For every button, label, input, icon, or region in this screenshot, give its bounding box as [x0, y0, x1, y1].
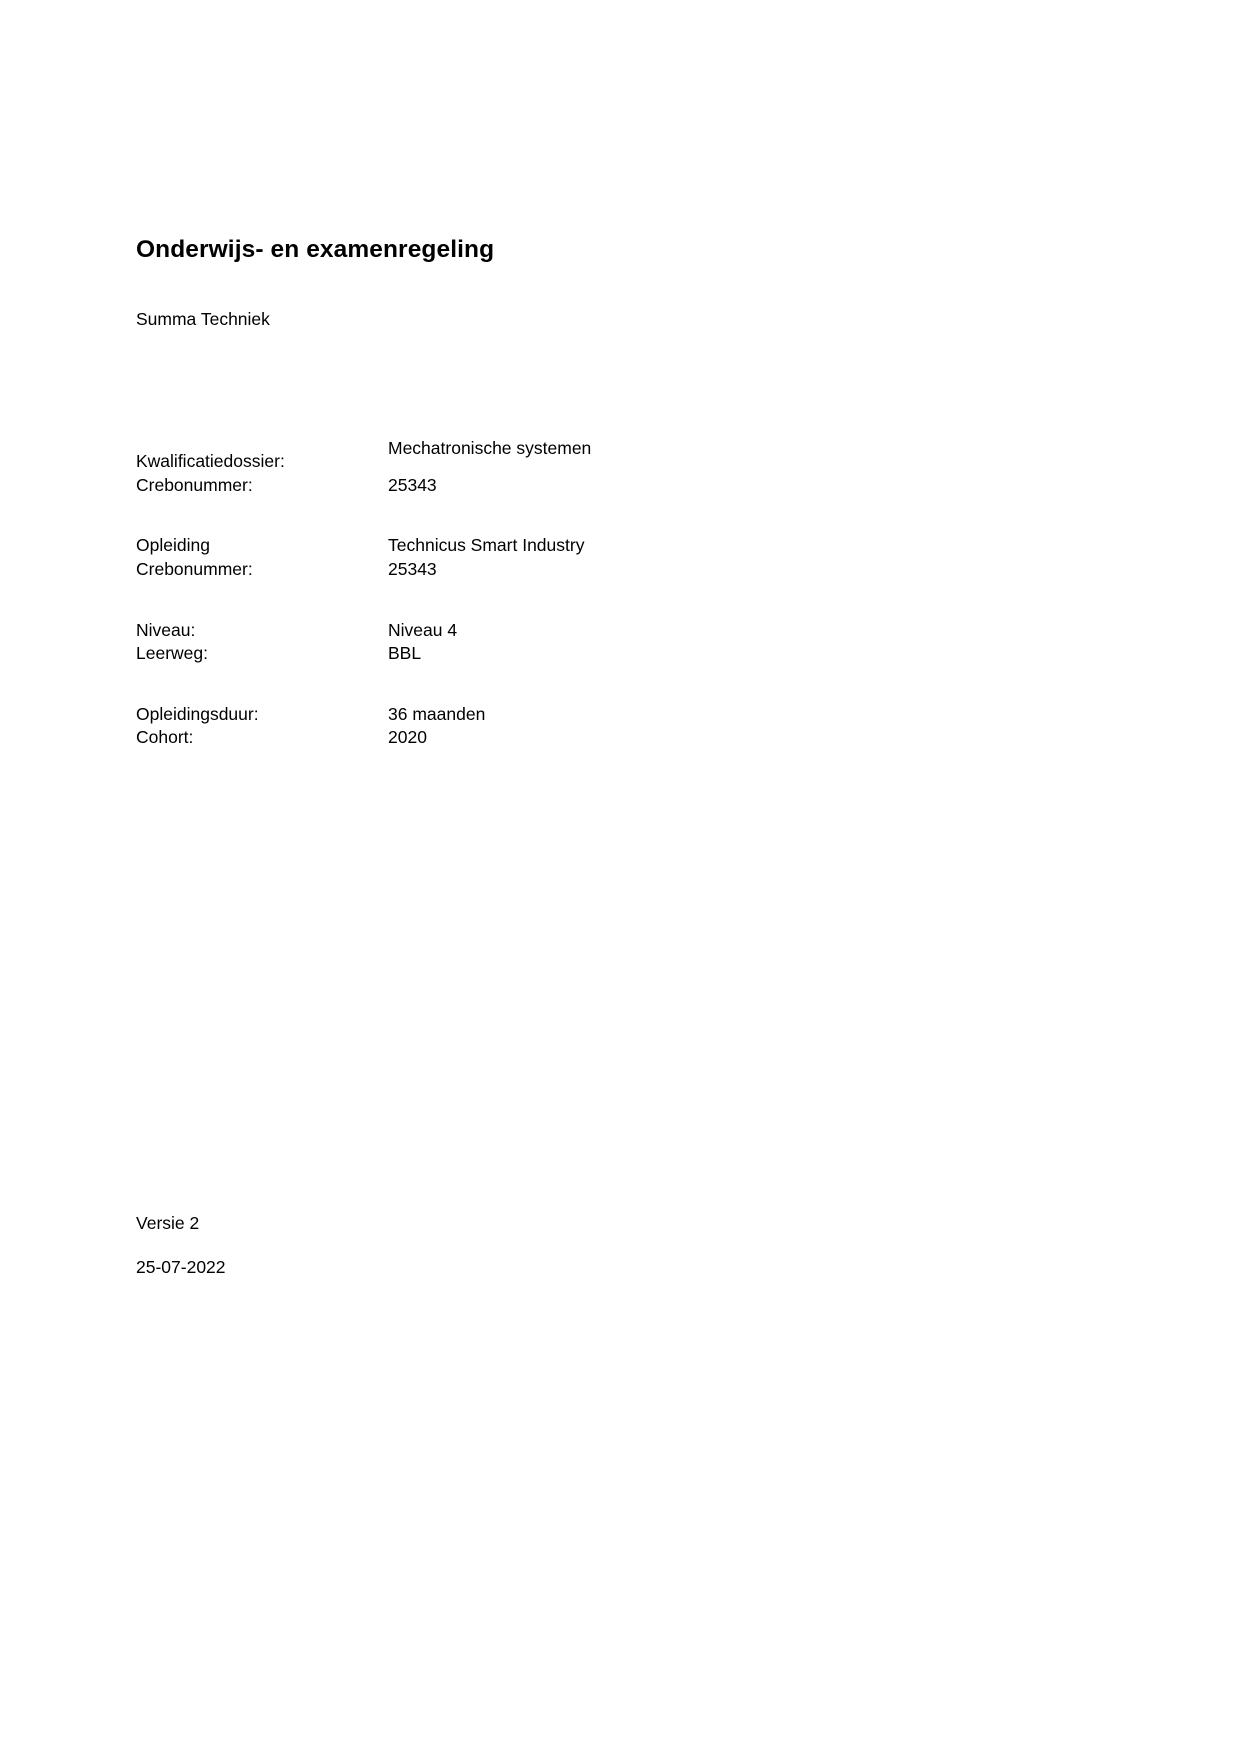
field-label: Kwalificatiedossier: [136, 451, 285, 471]
field-value: 25343 [388, 558, 437, 579]
field-value: 2020 [388, 727, 427, 748]
field-label: Cohort: [136, 727, 194, 748]
field-label: Crebonummer: [136, 474, 253, 495]
field-label: Niveau: [136, 619, 196, 640]
field-row [136, 619, 756, 643]
field-group-opleidingsduur [136, 703, 756, 750]
organisation-name: Summa Techniek [136, 309, 270, 329]
field-row [136, 437, 756, 474]
field-value: Mechatronische systemen [388, 438, 592, 458]
field-label: Crebonummer: [136, 558, 253, 579]
field-value: Niveau 4 [388, 619, 458, 640]
date-label: 25-07-2022 [136, 1256, 226, 1277]
field-group-kwalificatiedossier [136, 437, 756, 497]
field-row [136, 558, 756, 582]
field-label: Opleiding [136, 535, 210, 556]
field-row [136, 534, 756, 558]
version-label: Versie 2 [136, 1213, 200, 1233]
field-label: Opleidingsduur: [136, 703, 259, 724]
field-row [136, 703, 756, 727]
field-row [136, 642, 756, 666]
field-value: 36 maanden [388, 703, 486, 724]
field-value: Technicus Smart Industry [388, 535, 585, 556]
field-group-opleiding [136, 534, 756, 581]
field-row [136, 474, 756, 498]
page-title: Onderwijs- en examenregeling [136, 236, 495, 264]
field-group-niveau [136, 619, 756, 666]
document-footer [136, 1212, 226, 1279]
metadata-fields [136, 437, 756, 750]
field-value: BBL [388, 643, 422, 664]
field-row [136, 726, 756, 750]
field-label: Leerweg: [136, 643, 208, 664]
field-value: 25343 [388, 474, 437, 495]
